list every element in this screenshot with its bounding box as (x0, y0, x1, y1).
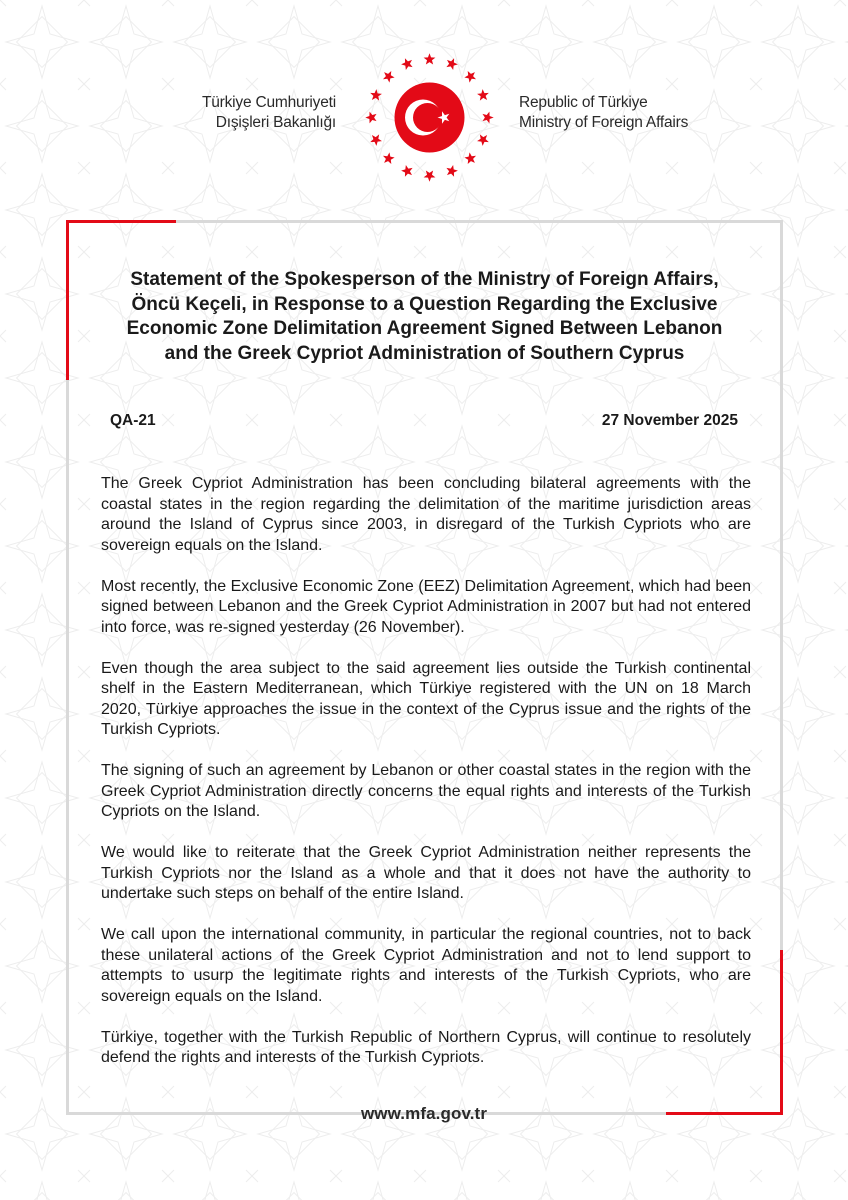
emblem-small-star-icon (401, 165, 412, 177)
emblem-small-star-icon (424, 170, 436, 181)
letterhead (0, 0, 848, 205)
emblem-small-star-icon (365, 112, 376, 124)
title-line: Statement of the Spokesperson of the Ministry of Foreign Affairs, (130, 269, 719, 290)
body-paragraph: The Greek Cypriot Administration has been concluding bilateral agreements with the coastal states in the region regarding the delimitation of the maritime jurisdiction areas around the Island of Cyprus since 2003, in disregard of the Turkish Cypriots who are sovereign equals on the Island. (101, 475, 751, 554)
emblem-small-star-icon (464, 152, 476, 164)
ministry-name-turkish (202, 93, 336, 133)
title-line: and the Greek Cypriot Administration of Southern Cyprus (164, 342, 685, 364)
emblem-small-star-icon (383, 71, 395, 83)
ministry-emblem-icon (362, 50, 497, 185)
ministry-tr-line2: Dışişleri Bakanlığı (215, 114, 336, 131)
footer-website-link[interactable]: www.mfa.gov.tr (360, 1104, 488, 1123)
emblem-small-star-icon (477, 89, 489, 100)
emblem-small-star-icon (446, 58, 457, 70)
emblem-small-star-icon (370, 134, 382, 145)
emblem-small-star-icon (370, 89, 382, 100)
body-paragraph: Most recently, the Exclusive Economic Zone (EEZ) Delimitation Agreement, which had been signed between Lebanon and the Greek Cypriot Administration in 2007 but had not entered into force, was re-signed yesterday (26 November). (101, 577, 751, 636)
statement-title (66, 268, 783, 366)
body-paragraph: We would like to reiterate that the Greek Cypriot Administration neither represents the Turkish Cypriots nor the Island as a whole and that it does not have the authority to undertake such steps on behalf of the entire Island. (101, 844, 751, 902)
ministry-en-line1: Republic of Türkiye (519, 94, 648, 111)
statement-date: 27 November 2025 (601, 412, 738, 429)
title-line: Öncü Keçeli, in Response to a Question Regarding the Exclusive (131, 293, 718, 315)
emblem-small-star-icon (383, 152, 395, 164)
body-paragraph: Even though the area subject to the said agreement lies outside the Turkish continental shelf in the Eastern Mediterranean, which Türkiye registered with the UN on 18 March 2020, Türkiye approaches the issue in the context of the Cyprus issue and the rights of the Turkish Cypriots. (101, 659, 751, 738)
body-paragraph: Türkiye, together with the Turkish Republic of Northern Cyprus, will continue to resolutely defend the rights and interests of the Turkish Cypriots. (101, 1028, 751, 1066)
emblem-small-star-icon (446, 165, 457, 177)
statement-code: QA-21 (110, 412, 156, 429)
emblem-small-star-icon (477, 134, 489, 145)
statement-body (101, 474, 751, 1089)
title-line: Economic Zone Delimitation Agreement Signed Between Lebanon (126, 318, 723, 339)
body-paragraph: The signing of such an agreement by Lebanon or other coastal states in the region with the Greek Cypriot Administration directly concerns the equal rights and interests of the Turkish Cypriots on the Island. (101, 762, 751, 820)
ministry-en-line2: Ministry of Foreign Affairs (519, 114, 689, 131)
emblem-small-star-icon (401, 58, 412, 70)
emblem-small-star-icon (464, 71, 476, 83)
emblem-small-star-icon (482, 112, 493, 124)
emblem-small-star-icon (424, 53, 436, 64)
ministry-tr-line1: Türkiye Cumhuriyeti (201, 94, 336, 111)
ministry-name-english (519, 93, 688, 133)
body-paragraph: We call upon the international community, in particular the regional countries, not to back these unilateral actions of the Greek Cypriot Administration and not to lend support to attempts to usurp the legitimate rights and interests of the Turkish Cypriots, who are sovereign equals on the Island. (101, 926, 751, 1005)
